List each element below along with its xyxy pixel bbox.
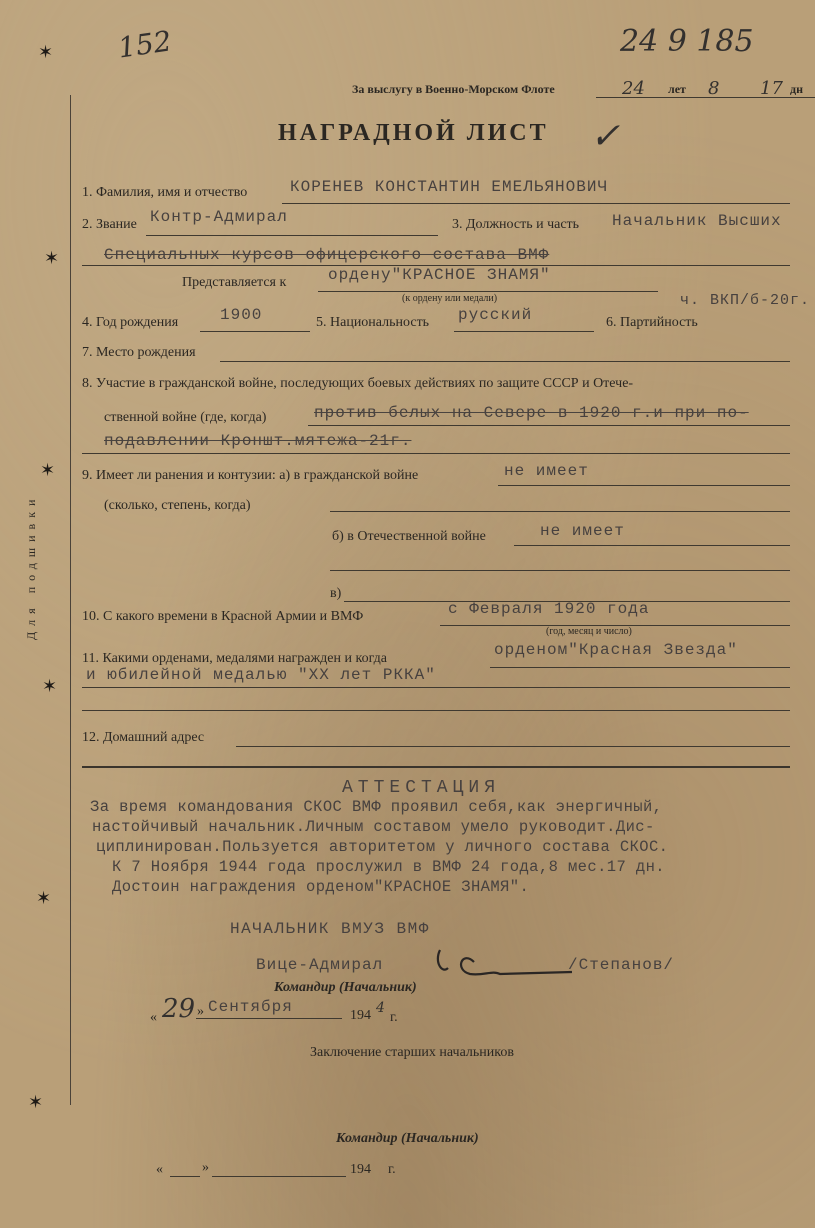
field-service-since-note: (год, месяц и число) bbox=[546, 626, 632, 637]
binding-hole-mark: ✶ bbox=[28, 1092, 44, 1112]
field-name-value: КОРЕНЕВ КОНСТАНТИН ЕМЕЛЬЯНОВИЧ bbox=[290, 178, 609, 196]
attestation-heading: АТТЕСТАЦИЯ bbox=[342, 778, 501, 798]
service-years-label: лет bbox=[668, 82, 686, 96]
field-birthyear-label: 4. Год рождения bbox=[82, 315, 179, 330]
binding-side-label: Для подшивки bbox=[24, 493, 38, 640]
field-awards-line-3 bbox=[82, 710, 790, 711]
field-nationality-value: русский bbox=[458, 306, 533, 324]
field-wounds-b-line bbox=[514, 545, 790, 546]
service-months: 8 bbox=[708, 78, 720, 99]
conclusion-day-line bbox=[170, 1176, 200, 1177]
field-position-value: Начальник Высших bbox=[612, 212, 782, 230]
conclusion-date-open: « bbox=[156, 1162, 163, 1177]
field-combat-value-2: подавлении Кроншт.мятежа-21г. bbox=[104, 432, 412, 450]
field-wounds-b-label: б) в Отечественной войне bbox=[332, 529, 486, 544]
handwritten-signature bbox=[432, 940, 582, 982]
service-days: 17 bbox=[760, 78, 783, 99]
page-title: НАГРАДНОЙ ЛИСТ bbox=[278, 120, 549, 146]
conclusion-date-mid: » bbox=[202, 1160, 209, 1175]
conclusion-month-line bbox=[212, 1176, 346, 1177]
field-name-line bbox=[282, 203, 790, 204]
service-days-label: дн bbox=[790, 82, 803, 96]
presented-label: Представляется к bbox=[182, 275, 287, 290]
field-service-since-label: 10. С какого времени в Красной Армии и ВМФ bbox=[82, 609, 364, 624]
binding-hole-mark: ✶ bbox=[36, 888, 52, 908]
field-combat-label-2: ственной войне (где, когда) bbox=[104, 410, 267, 425]
field-nationality-line bbox=[454, 331, 594, 332]
field-awards-value: орденом"Красная Звезда" bbox=[494, 641, 738, 659]
field-wounds-a-value: не имеет bbox=[504, 462, 589, 480]
conclusion-year-suffix: г. bbox=[388, 1162, 396, 1177]
signature-day: 29 bbox=[162, 994, 196, 1024]
field-awards-value-2: и юбилейной медалью "XX лет РККА" bbox=[86, 666, 436, 684]
field-wounds-blank-line-2 bbox=[330, 570, 790, 571]
field-wounds-a-line bbox=[498, 485, 790, 486]
field-awards-label: 11. Какими орденами, медалями награжден и когда bbox=[82, 651, 387, 666]
signature-scribble bbox=[432, 940, 582, 991]
field-position-label: 3. Должность и часть bbox=[452, 217, 580, 232]
field-wounds-sub: (сколько, степень, когда) bbox=[104, 498, 251, 513]
field-awards-line bbox=[490, 667, 790, 668]
field-wounds-blank-line bbox=[330, 511, 790, 512]
signature-year-suffix: г. bbox=[390, 1010, 398, 1025]
checkmark-icon: ✓ bbox=[590, 116, 621, 157]
field-address-line bbox=[236, 746, 790, 747]
field-address-label: 12. Домашний адрес bbox=[82, 730, 205, 745]
signature-month: Сентября bbox=[208, 998, 293, 1016]
presented-note: (к ордену или медали) bbox=[402, 293, 498, 304]
field-combat-line-2 bbox=[82, 453, 790, 454]
presented-value: ордену"КРАСНОЕ ЗНАМЯ" bbox=[328, 266, 551, 284]
field-combat-label: 8. Участие в гражданской войне, последующих боевых действиях по защите СССР и Отече- bbox=[82, 376, 634, 391]
service-years: 24 bbox=[622, 78, 645, 99]
signature-name: /Степанов/ bbox=[568, 956, 675, 974]
attestation-line: настойчивый начальник.Личным составом умело руководит.Дис- bbox=[92, 818, 655, 836]
attestation-line: Достоин награждения орденом"КРАСНОЕ ЗНАМЯ". bbox=[112, 878, 530, 896]
field-rank-value: Контр-Адмирал bbox=[150, 208, 288, 226]
conclusion-role: Командир (Начальник) bbox=[336, 1131, 479, 1146]
service-label: За выслугу в Военно-Морском Флоте bbox=[352, 82, 555, 96]
field-wounds-b-value: не имеет bbox=[540, 522, 625, 540]
binding-hole-mark: ✶ bbox=[44, 248, 60, 268]
field-wounds-label: 9. Имеет ли ранения и контузии: а) в гражданской войне bbox=[82, 468, 419, 483]
service-numbers: 24 9 185 bbox=[620, 24, 754, 59]
binding-margin-line bbox=[70, 95, 71, 1105]
attestation-line: циплинирован.Пользуется авторитетом у личного состава СКОС. bbox=[96, 838, 669, 856]
conclusion-label: Заключение старших начальников bbox=[310, 1045, 514, 1060]
field-combat-value: против белых на Севере в 1920 г.и при по- bbox=[314, 404, 749, 422]
binding-hole-mark: ✶ bbox=[40, 460, 56, 480]
binding-hole-mark: ✶ bbox=[42, 676, 58, 696]
field-service-since-value: с Февраля 1920 года bbox=[448, 600, 650, 618]
signature-year-digit: 4 bbox=[376, 1000, 385, 1016]
field-combat-line bbox=[308, 425, 790, 426]
attestation-line: К 7 Ноября 1944 года прослужил в ВМФ 24 года,8 мес.17 дн. bbox=[112, 858, 665, 876]
order-reference: ч. ВКП/б-20г. bbox=[680, 292, 811, 309]
field-rank-label: 2. Звание bbox=[82, 217, 137, 232]
corner-number: 152 bbox=[115, 24, 174, 65]
field-name-label: 1. Фамилия, имя и отчество bbox=[82, 185, 248, 200]
signature-role: Командир (Начальник) bbox=[274, 980, 417, 995]
date-month-line bbox=[196, 1018, 342, 1019]
attestation-line: За время командования СКОС ВМФ проявил себя,как энергичный, bbox=[90, 798, 663, 816]
conclusion-year: 194 bbox=[350, 1162, 371, 1177]
presented-line bbox=[318, 291, 658, 292]
field-birthplace-line bbox=[220, 361, 790, 362]
field-party-label: 6. Партийность bbox=[606, 315, 698, 330]
field-nationality-label: 5. Национальность bbox=[316, 315, 430, 330]
signature-rank: Вице-Адмирал bbox=[256, 956, 384, 974]
signature-year: 194 bbox=[350, 1008, 371, 1023]
field-rank-line bbox=[146, 235, 438, 236]
field-birthyear-value: 1900 bbox=[220, 306, 263, 324]
field-birthyear-line bbox=[200, 331, 310, 332]
section-divider bbox=[82, 766, 790, 768]
date-open-quote: « bbox=[150, 1010, 157, 1025]
field-awards-line-2 bbox=[82, 687, 790, 688]
field-position-value-2: Специальных курсов офицерского состава ВМФ bbox=[104, 246, 550, 264]
signature-org: НАЧАЛЬНИК ВМУЗ ВМФ bbox=[230, 920, 430, 938]
field-birthplace-label: 7. Место рождения bbox=[82, 345, 196, 360]
date-close-quote: » bbox=[197, 1004, 204, 1019]
binding-hole-mark: ✶ bbox=[38, 42, 54, 62]
field-wounds-c-label: в) bbox=[330, 586, 342, 601]
